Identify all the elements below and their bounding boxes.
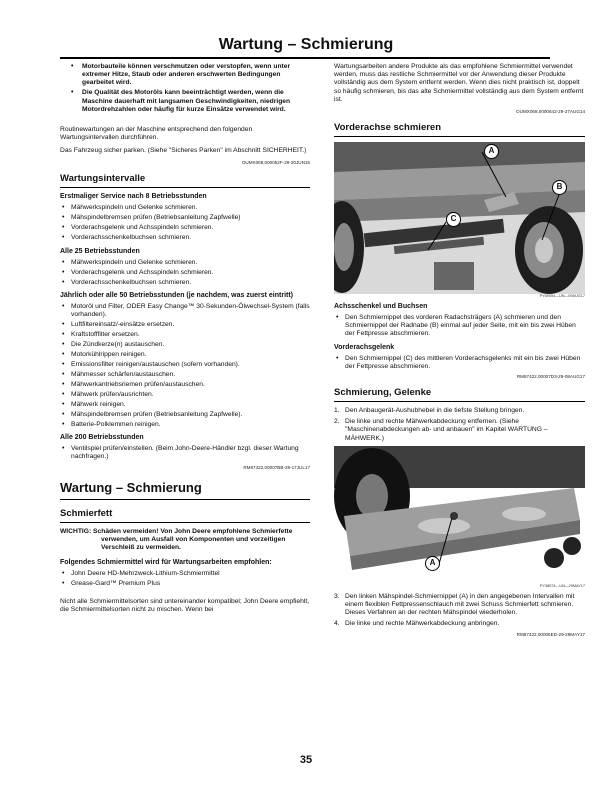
section-heading-intervals: Wartungsintervalle (60, 173, 310, 188)
list-item: 1. Den Anbaugerät-Aushubhebel in die tiefste Stellung bringen. (334, 407, 525, 415)
page-title: Wartung – Schmierung (218, 36, 394, 53)
h200-list (60, 445, 310, 461)
recommended-list (60, 570, 310, 588)
list-item: • Mähwerk reinigen. (60, 401, 310, 409)
list-item: • Mähwerkspindeln und Gelenke schmieren. (60, 259, 310, 267)
list-item: • Vorderachsschenkelbuchsen schmieren. (60, 234, 310, 242)
subheading-200h: Alle 200 Betriebsstunden (60, 434, 144, 442)
list-item: • Vorderachsgelenk und Achsspindeln schmieren. (60, 224, 310, 232)
front-axle-illustration (334, 142, 585, 294)
list-item: • Vorderachsgelenk und Achsspindeln schmieren. (60, 269, 310, 277)
list-item: • Grease-Gard™ Premium Plus (60, 580, 310, 588)
paragraph: Wartungsarbeiten andere Produkte als das empfohlene Schmiermittel verwendet werden, muss das restliche Schmiermittel vor der Anwendung dieser Produkte vollständig aus dem System entfernt werden. Wenn dies nicht praktisch ist, doppelt so häufig schmieren, bis das alte Schmiermittel vollständig aus dem System entfernt ist. (334, 63, 584, 103)
list-item: • Mähwerk prüfen/ausrichten. (60, 391, 310, 399)
subheading-pivot: Vorderachsgelenk (334, 343, 395, 351)
pivot-list (334, 355, 585, 371)
list-item: • Mähwerkantriebsriemen prüfen/austauschen. (60, 381, 310, 389)
list-item: 3. Den linken Mähspindel-Schmiernippel (A) in den angegebenen Intervallen mit einem flexiblen Fettpressenschlauch mit zwei Schuss Schmierfett schmieren. Dieses Verfahren an der rechten Mähspindel wiederholen. (334, 592, 575, 617)
subheading-knuckle: Achsschenkel und Buchsen (334, 303, 428, 311)
header-rule (60, 57, 550, 59)
callout-a: A (484, 144, 499, 159)
section-title-lubrication: Wartung – Schmierung (60, 480, 310, 500)
list-item: • Den Schmiernippel des vorderen Radachsträgers (A) schmieren und den Schmiernippel der Radnabe (B) einmal auf jeder Seite, mit ein bis zwei Hüben der Fettpresse abschmieren. (334, 314, 585, 339)
list-item: • Ventilspiel prüfen/einstellen. (Beim John-Deere-Händler bzgl. dieser Wartung nachfragen.) (60, 445, 310, 461)
reference-code: OUMX068,000052F-29-20JUN15 (241, 160, 310, 166)
list-item: • Die Qualität des Motoröls kann beeinträchtigt werden, wenn die Maschine dauerhaft mit langsamen Geschwindigkeiten, niedrigen Motordrehzahlen oder häufig für kurze Einsätze verwendet wird. (60, 89, 310, 114)
list-item: • Motorbauteile können verschmutzen oder verstopfen, wenn unter extremer Hitze, Staub oder anderen erschwerten Bedingungen gearbeitet wird. (60, 63, 310, 88)
list-item: • Kraftstofffilter ersetzen. (60, 331, 310, 339)
reference-code: RM87422,00006ED-29-29MAY17 (516, 631, 585, 637)
important-warning: WICHTIG: Schäden vermeiden! Von John Deere empfohlene Schmierfette verwenden, um Ausfall von Komponenten und vorzeitigen Verschleiß zu vermeiden. (60, 527, 293, 552)
list-item: • Den Schmiernippel (C) des mittleren Vorderachsgelenks mit ein bis zwei Hüben der Fettpresse abschmieren. (334, 355, 585, 371)
mower-deck-illustration (334, 446, 585, 584)
reference-code: OUMX068,0000642-29-27AUG14 (516, 109, 585, 115)
list-item: 2. Die linke und rechte Mähwerkabdeckung entfernen. (Siehe "Maschinenabdeckungen ab- und anbauen" im Kapitel WARTUNG – MÄHWERK.) (334, 418, 548, 442)
paragraph: Nicht alle Schmiermittelsorten sind untereinander kompatibel; John Deere empfiehlt, die Schmiermittelsorten nicht zu mischen. Wenn bei (60, 598, 310, 614)
section-heading-grease: Schmierfett (60, 508, 310, 523)
list-item: • Mähspindelbremsen prüfen (Betriebsanleitung Zapfwelle). (60, 411, 310, 419)
list-item: • Motoröl und Filter, ODER Easy Change™ 30-Sekunden-Ölwechsel-System (falls vorhanden). (60, 303, 310, 319)
list-item: • Mähwerkspindeln und Gelenke schmieren. (60, 204, 310, 212)
subheading-first-service: Erstmaliger Service nach 8 Betriebsstunden (60, 193, 207, 201)
figure-reference: PY38574—UN—29MAY17 (539, 583, 585, 588)
callout-a: A (425, 556, 440, 571)
list-item: • Mähspindelbremsen prüfen (Betriebsanleitung Zapfwelle) (60, 214, 310, 222)
callout-c: C (446, 212, 461, 227)
list-item: • Batterie-Polklemmen reinigen. (60, 421, 310, 429)
list-item: • Motorkühlrippen reinigen. (60, 351, 310, 359)
callout-b: B (552, 180, 567, 195)
knuckle-list (334, 314, 585, 339)
list-item: • Luftfiltereinsatz/-einsätze ersetzen. (60, 321, 310, 329)
list-item: 4. Die linke und rechte Mähwerkabdeckung anbringen. (334, 620, 500, 628)
reference-code: RM87422,00007BB-29-17JUL17 (243, 464, 310, 470)
left-column (60, 63, 310, 620)
list-item: • Emissionsfilter reinigen/austauschen (sofern vorhanden). (60, 361, 310, 369)
paragraph: Routinewartungen an der Maschine entsprechend den folgenden Wartungsintervallen durchführen. (60, 125, 253, 142)
steps-list-b (334, 593, 585, 629)
figure-reference: PY69054—UN—09AUG17 (539, 294, 585, 299)
right-column (334, 63, 585, 645)
section-heading-front-axle: Vorderachse schmieren (334, 122, 585, 137)
list-item: • Mähmesser schärfen/austauschen. (60, 371, 310, 379)
list-item: • Die Zündkerze(n) austauschen. (60, 341, 310, 349)
subheading-50h: Jährlich oder alle 50 Betriebsstunden (je nachdem, was zuerst eintritt) (60, 291, 294, 299)
mower-deck-drawing (334, 446, 585, 584)
reference-code: RM87422,00007D3-29-08AUG17 (516, 374, 585, 380)
first-service-list (60, 204, 310, 242)
paragraph: Das Fahrzeug sicher parken. (Siehe "Sicheres Parken" im Abschnitt SICHERHEIT.) (60, 147, 307, 155)
page-number: 35 (299, 754, 313, 766)
section-heading-joints: Schmierung, Gelenke (334, 387, 585, 402)
subheading-recommended: Folgendes Schmiermittel wird für Wartungsarbeiten empfohlen: (60, 559, 272, 567)
list-item: • Vorderachsschenkelbuchsen schmieren. (60, 279, 310, 287)
h50-list (60, 303, 310, 429)
steps-list-a (334, 407, 585, 443)
intro-bullet-list (60, 63, 310, 114)
subheading-25h: Alle 25 Betriebsstunden (60, 247, 140, 255)
list-item: • John Deere HD-Mehrzweck-Lithium-Schmiermittel (60, 570, 310, 578)
h25-list (60, 259, 310, 287)
